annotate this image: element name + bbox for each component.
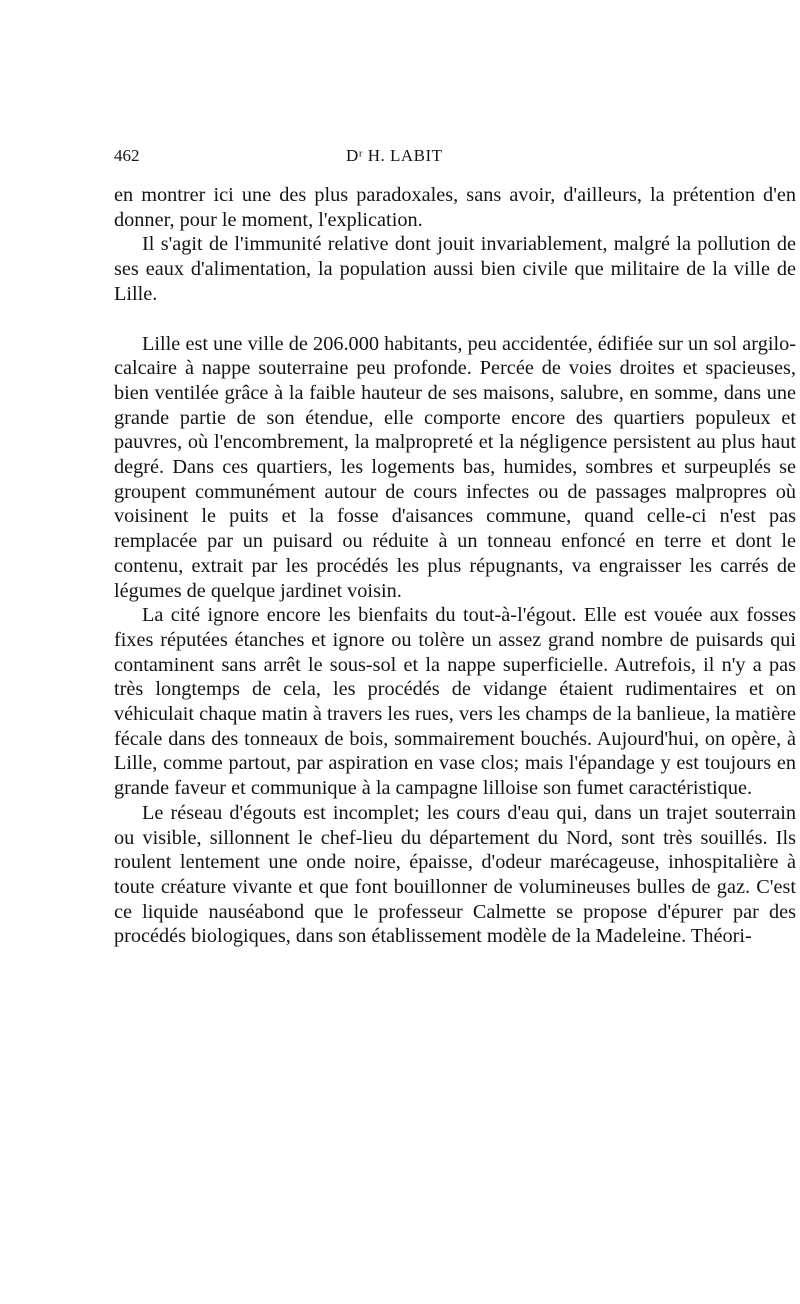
paragraph-sewers: Le réseau d'égouts est incomplet; les cours d'eau qui, dans un trajet souterrain ou visible, sillonnent le chef-lieu du département du Nord, sont très souillés. Ils roulent lentement une onde noire, épaisse, d'odeur marécageuse, inhospitalière à toute créature vivante et que font bouillonner de volumineuses bulles de gaz. C'est ce liquide nauséabond que le professeur Calmette se propose d'épurer par des procédés biologiques, dans son établissement modèle de la Madeleine. Théori-	[114, 801, 796, 948]
paragraph-continuation: en montrer ici une des plus paradoxales, sans avoir, d'ailleurs, la prétention d'en donner, pour le moment, l'explication.	[114, 184, 796, 231]
body-text	[114, 183, 796, 949]
running-head-author: Dʳ H. LABIT	[346, 146, 443, 165]
paragraph-sanitation: La cité ignore encore les bienfaits du tout-à-l'égout. Elle est vouée aux fosses fixes réputées étanches et ignore ou tolère un assez grand nombre de puisards qui contaminent sans arrêt le sous-sol et la nappe superficielle. Autrefois, il n'y a pas très longtemps de cela, les procédés de vidange étaient rudimentaires et on véhiculait chaque matin à travers les rues, vers les champs de la banlieue, la matière fécale dans des tonneaux de bois, sommairement bouchés. Aujourd'hui, on opère, à Lille, comme partout, par aspiration en vase clos; mais l'épandage y est toujours en grande faveur et communique à la campagne lilloise son fumet caractéristique.	[114, 604, 796, 800]
page-header	[114, 146, 796, 170]
paragraph-immunity: Il s'agit de l'immunité relative dont jouit invariablement, malgré la pollution de ses eaux d'alimentation, la population aussi bien civile que militaire de la ville de Lille.	[114, 233, 796, 305]
paragraph-lille-description: Lille est une ville de 206.000 habitants, peu accidentée, édifiée sur un sol argilo-calcaire à nappe souterraine peu profonde. Percée de voies droites et spacieuses, bien ventilée grâce à la faible hauteur de ses maisons, salubre, en somme, dans une grande partie de son étendue, elle comporte encore des quartiers populeux et pauvres, où l'encombrement, la malpropreté et la négligence persistent au plus haut degré. Dans ces quartiers, les logements bas, humides, sombres et surpeuplés se groupent communément autour de cours infectes ou de passages malpropres où voisinent le puits et la fosse d'aisances commune, quand celle-ci n'est pas remplacée par un puisard ou réduite à un tonneau enfoncé en terre et dont le contenu, extrait par les procédés les plus répugnants, va engraisser les carrés de légumes de quelque jardinet voisin.	[114, 332, 796, 602]
page-number: 462	[114, 146, 140, 165]
